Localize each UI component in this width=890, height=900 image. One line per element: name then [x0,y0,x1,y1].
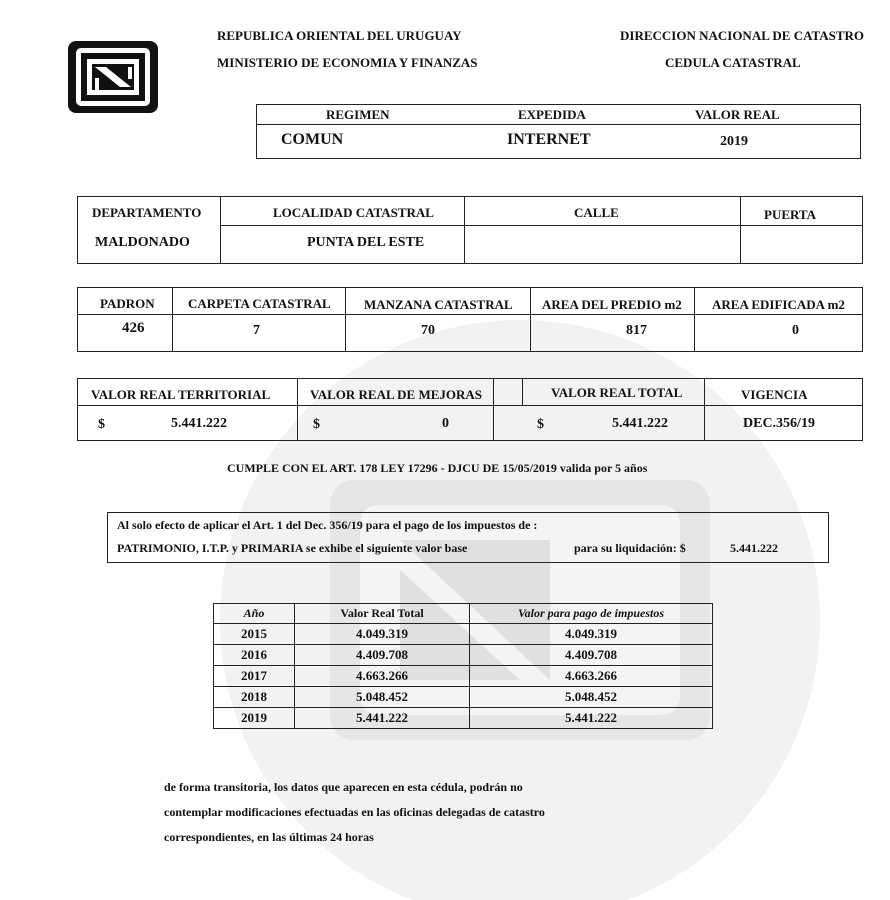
mejoras-currency: $ [313,417,320,432]
tax-line-2-right: para su liquidación: $ [574,541,686,555]
regimen-divider [256,124,861,125]
area-edificada-label: AREA EDIFICADA m2 [712,297,845,312]
departamento-value: MALDONADO [95,235,190,250]
row-tax: 5.441.222 [470,708,713,729]
location-divider [220,225,863,226]
area-edificada-value: 0 [792,323,799,338]
padron-value: 426 [122,320,145,336]
catastro-logo-icon [68,41,158,113]
row-year: 2016 [214,645,295,666]
table-row [214,645,713,666]
manzana-value: 70 [421,323,435,338]
territorial-currency: $ [98,417,105,432]
footer-line-2: contemplar modificaciones efectuadas en las oficinas delegadas de catastro [164,805,545,819]
compliance-statement: CUMPLE CON EL ART. 178 LEY 17296 - DJCU DE 15/05/2019 valida por 5 años [227,461,648,475]
row-total: 5.441.222 [295,708,470,729]
departamento-label: DEPARTAMENTO [92,205,202,220]
office-title: DIRECCION NACIONAL DE CATASTRO [620,28,865,43]
footer-line-1: de forma transitoria, los datos que aparecen en esta cédula, podrán no [164,780,523,794]
mejoras-value: 0 [442,416,449,431]
history-header-row [214,604,713,624]
total-currency: $ [537,417,544,432]
manzana-label: MANZANA CATASTRAL [364,297,513,312]
row-total: 4.663.266 [295,666,470,687]
regimen-value: COMUN [281,131,344,148]
table-row [214,624,713,645]
tax-line-1: Al solo efecto de aplicar el Art. 1 del Dec. 356/19 para el pago de los impuestos de : [117,518,538,532]
localidad-value: PUNTA DEL ESTE [307,235,425,250]
year-header: Año [214,604,295,624]
country-title: REPUBLICA ORIENTAL DEL URUGUAY [217,28,462,43]
calle-label: CALLE [574,205,619,220]
table-row [214,687,713,708]
table-row [214,708,713,729]
tax-line-2: PATRIMONIO, I.T.P. y PRIMARIA se exhibe el siguiente valor base [117,541,468,555]
total-label: VALOR REAL TOTAL [551,385,683,400]
row-tax: 5.048.452 [470,687,713,708]
ministry-title: MINISTERIO DE ECONOMIA Y FINANZAS [217,55,478,70]
row-tax: 4.663.266 [470,666,713,687]
row-total: 4.049.319 [295,624,470,645]
row-year: 2018 [214,687,295,708]
row-total: 5.048.452 [295,687,470,708]
footer-line-3: correspondientes, en las últimas 24 horas [164,830,374,844]
vigencia-label: VIGENCIA [741,387,808,402]
tax-base-amount: 5.441.222 [730,541,778,555]
tax-header: Valor para pago de impuestos [470,604,713,624]
total-value: 5.441.222 [612,416,668,431]
area-predio-value: 817 [626,323,647,338]
row-tax: 4.049.319 [470,624,713,645]
row-year: 2015 [214,624,295,645]
row-tax: 4.409.708 [470,645,713,666]
document-title: CEDULA CATASTRAL [665,55,801,70]
padron-label: PADRON [100,296,155,311]
territorial-value: 5.441.222 [171,416,227,431]
valor-real-year: 2019 [720,134,748,149]
row-year: 2017 [214,666,295,687]
localidad-label: LOCALIDAD CATASTRAL [273,205,434,220]
area-predio-label: AREA DEL PREDIO m2 [542,297,682,312]
vigencia-value: DEC.356/19 [743,416,815,431]
regimen-label: REGIMEN [326,107,390,122]
row-total: 4.409.708 [295,645,470,666]
territorial-label: VALOR REAL TERRITORIAL [91,387,271,402]
expedida-label: EXPEDIDA [518,107,586,122]
mejoras-label: VALOR REAL DE MEJORAS [310,387,483,402]
history-table [213,603,713,729]
expedida-value: INTERNET [507,131,591,148]
row-year: 2019 [214,708,295,729]
carpeta-value: 7 [253,323,260,338]
valor-real-label: VALOR REAL [695,107,780,122]
carpeta-label: CARPETA CATASTRAL [188,296,331,311]
total-header: Valor Real Total [295,604,470,624]
puerta-label: PUERTA [764,207,817,222]
table-row [214,666,713,687]
